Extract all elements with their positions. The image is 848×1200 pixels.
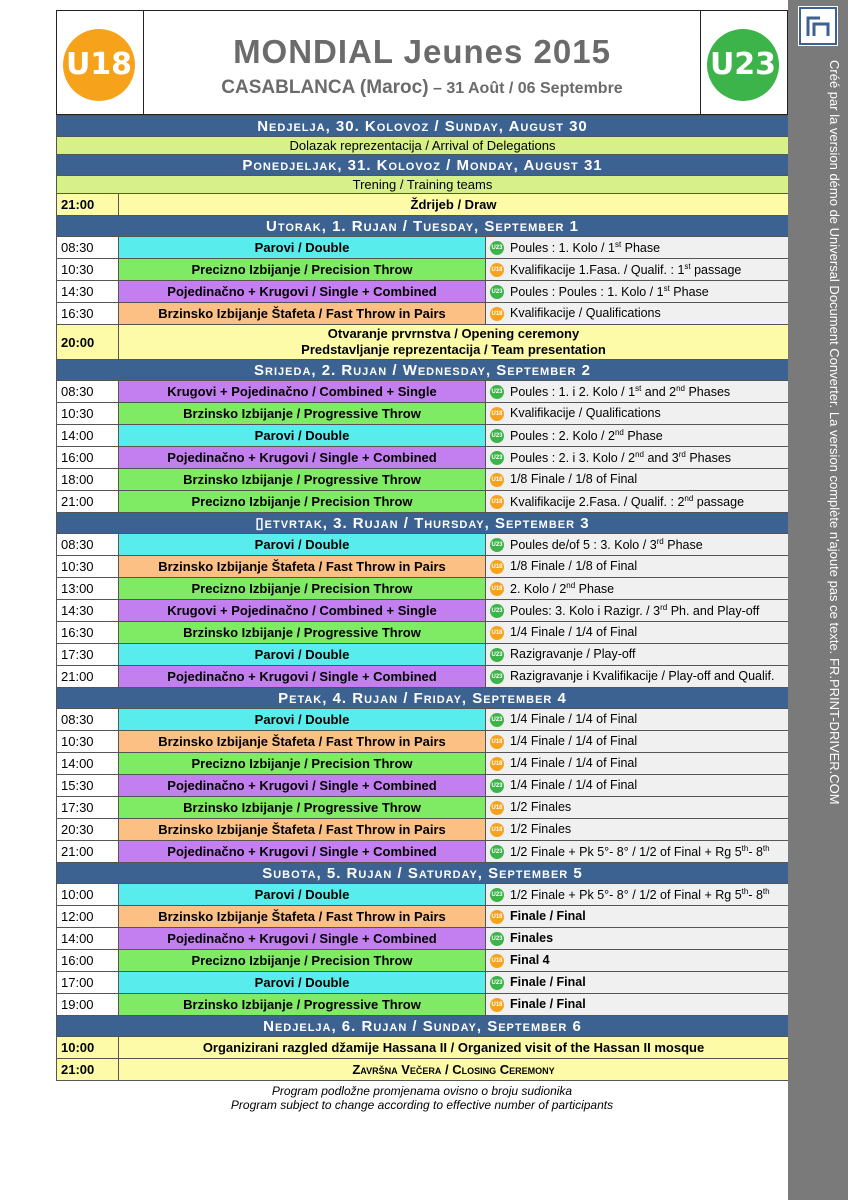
category-badge-icon: U23 — [490, 670, 504, 684]
category-badge-icon: U23 — [490, 976, 504, 990]
category-badge-icon: U18 — [490, 307, 504, 321]
phase-text: Kvalifikacije 1.Fasa. / Qualif. : 1st passage — [510, 261, 742, 277]
day-label: Petak, 4. Rujan / Friday, September 4 — [57, 688, 789, 709]
event-cell: Parovi / Double — [119, 972, 486, 994]
category-badge-icon: U18 — [490, 560, 504, 574]
time-cell: 14:30 — [57, 600, 119, 622]
ceremony-line-2: Predstavljanje reprezentacija / Team presentation — [301, 342, 606, 357]
category-badge-icon: U18 — [490, 801, 504, 815]
schedule-row — [57, 381, 789, 403]
schedule-row — [57, 775, 789, 797]
header-left-cell — [57, 11, 144, 114]
schedule-row — [57, 469, 789, 491]
schedule-row — [57, 1059, 789, 1081]
phase-cell — [486, 578, 789, 600]
schedule-row — [57, 237, 789, 259]
phase-cell — [486, 237, 789, 259]
day-header — [57, 513, 789, 534]
event-cell: Brzinsko Izbijanje / Progressive Throw — [119, 994, 486, 1016]
time-cell: 18:00 — [57, 469, 119, 491]
event-cell: Brzinsko Izbijanje / Progressive Throw — [119, 622, 486, 644]
footer-note — [56, 1084, 788, 1112]
category-badge-icon: U18 — [490, 582, 504, 596]
subtitle-city: CASABLANCA (Maroc) — [221, 77, 429, 98]
phase-cell — [486, 797, 789, 819]
event-cell: Brzinsko Izbijanje Štafeta / Fast Throw in Pairs — [119, 906, 486, 928]
phase-cell — [486, 994, 789, 1016]
phase-cell — [486, 259, 789, 281]
phase-text: Poules : 2. Kolo / 2nd Phase — [510, 427, 663, 443]
u18-badge: U18 — [63, 29, 135, 101]
category-badge-icon: U18 — [490, 998, 504, 1012]
category-badge-icon: U18 — [490, 626, 504, 640]
schedule-row — [57, 194, 789, 216]
header-center — [144, 11, 700, 114]
phase-text: Razigravanje / Play-off — [510, 647, 636, 662]
schedule-row — [57, 884, 789, 906]
phase-cell — [486, 753, 789, 775]
day-header — [57, 155, 789, 176]
phase-text: Kvalifikacije / Qualifications — [510, 306, 661, 321]
phase-cell — [486, 819, 789, 841]
category-badge-icon: U18 — [490, 407, 504, 421]
phase-cell — [486, 709, 789, 731]
time-cell: 14:00 — [57, 425, 119, 447]
phase-text: 1/4 Finale / 1/4 of Final — [510, 712, 638, 727]
event-cell: Brzinsko Izbijanje / Progressive Throw — [119, 403, 486, 425]
event-cell: Precizno Izbijanje / Precision Throw — [119, 578, 486, 600]
event-cell: Pojedinačno + Krugovi / Single + Combined — [119, 281, 486, 303]
phase-cell — [486, 906, 789, 928]
time-cell: 12:00 — [57, 906, 119, 928]
day-label: Utorak, 1. Rujan / Tuesday, September 1 — [57, 216, 789, 237]
watermark-line-1: Créé par la version démo de Universal Document Converter. La version complète n'ajoute pas ce texte. — [827, 60, 842, 655]
phase-cell — [486, 775, 789, 797]
day-header — [57, 863, 789, 884]
subtitle-dates: – 31 Août / 06 Septembre — [428, 80, 623, 97]
schedule-row — [57, 666, 789, 688]
phase-text: 1/2 Finale + Pk 5°- 8° / 1/2 of Final + Rg 5th- 8th — [510, 843, 770, 859]
time-cell: 08:30 — [57, 534, 119, 556]
category-badge-icon: U23 — [490, 888, 504, 902]
schedule-row — [57, 491, 789, 513]
schedule-row — [57, 425, 789, 447]
phase-text: Poules: 3. Kolo i Razigr. / 3rd Ph. and Play-off — [510, 602, 760, 618]
category-badge-icon: U23 — [490, 385, 504, 399]
schedule-page — [56, 10, 788, 1112]
phase-cell — [486, 556, 789, 578]
phase-cell — [486, 534, 789, 556]
phase-cell — [486, 381, 789, 403]
phase-cell — [486, 644, 789, 666]
time-cell: 10:30 — [57, 259, 119, 281]
time-cell: 21:00 — [57, 841, 119, 863]
event-cell: Pojedinačno + Krugovi / Single + Combined — [119, 775, 486, 797]
time-cell: 21:00 — [57, 194, 119, 216]
schedule-row — [57, 972, 789, 994]
time-cell: 21:00 — [57, 491, 119, 513]
day-label: Nedjelja, 30. Kolovoz / Sunday, August 30 — [57, 116, 789, 137]
schedule-row — [57, 281, 789, 303]
phase-cell — [486, 447, 789, 469]
category-badge-icon: U23 — [490, 648, 504, 662]
category-badge-icon: U23 — [490, 779, 504, 793]
phase-text: 1/4 Finale / 1/4 of Final — [510, 778, 638, 793]
event-cell: Parovi / Double — [119, 237, 486, 259]
event-cell: Precizno Izbijanje / Precision Throw — [119, 259, 486, 281]
footer-line-1: Program podložne promjenama ovisno o broju sudionika — [271, 1084, 573, 1098]
schedule-row — [57, 731, 789, 753]
phase-text: Final 4 — [510, 953, 550, 968]
day-header — [57, 688, 789, 709]
phase-cell — [486, 403, 789, 425]
phase-cell — [486, 928, 789, 950]
category-badge-icon: U23 — [490, 604, 504, 618]
event-cell: Krugovi + Pojedinačno / Combined + Single — [119, 600, 486, 622]
day-header — [57, 216, 789, 237]
category-badge-icon: U18 — [490, 954, 504, 968]
day-label: Nedjelja, 6. Rujan / Sunday, September 6 — [57, 1016, 789, 1037]
event-cell: Precizno Izbijanje / Precision Throw — [119, 491, 486, 513]
category-badge-icon: U18 — [490, 495, 504, 509]
time-cell: 21:00 — [57, 666, 119, 688]
schedule-row — [57, 928, 789, 950]
time-cell: 17:30 — [57, 644, 119, 666]
schedule-row — [57, 950, 789, 972]
schedule-row — [57, 578, 789, 600]
time-cell: 08:30 — [57, 709, 119, 731]
day-header — [57, 116, 789, 137]
time-cell: 08:30 — [57, 381, 119, 403]
day-header — [57, 360, 789, 381]
phase-text: Kvalifikacije / Qualifications — [510, 406, 661, 421]
time-cell: 17:30 — [57, 797, 119, 819]
day-label: ▯etvrtak, 3. Rujan / Thursday, September 3 — [57, 513, 789, 534]
time-cell: 20:30 — [57, 819, 119, 841]
phase-text: 1/2 Finales — [510, 800, 572, 815]
time-cell: 10:30 — [57, 731, 119, 753]
u23-badge: U23 — [707, 29, 779, 101]
phase-cell — [486, 281, 789, 303]
phase-text: Finale / Final — [510, 909, 586, 924]
event-cell: Parovi / Double — [119, 884, 486, 906]
category-badge-icon: U23 — [490, 429, 504, 443]
category-badge-icon: U18 — [490, 823, 504, 837]
phase-text: 1/4 Finale / 1/4 of Final — [510, 625, 638, 640]
time-cell: 14:30 — [57, 281, 119, 303]
phase-text: Finale / Final — [510, 975, 586, 990]
time-cell: 10:30 — [57, 403, 119, 425]
phase-text: 1/2 Finale + Pk 5°- 8° / 1/2 of Final + Rg 5th- 8th — [510, 886, 770, 902]
time-cell: 20:00 — [57, 325, 119, 360]
day-label: Srijeda, 2. Rujan / Wednesday, September 2 — [57, 360, 789, 381]
schedule-table — [56, 115, 789, 1081]
time-cell: 16:30 — [57, 303, 119, 325]
schedule-row — [57, 622, 789, 644]
phase-text: Razigravanje i Kvalifikacije / Play-off and Qualif. — [510, 669, 775, 684]
phase-cell — [486, 303, 789, 325]
category-badge-icon: U18 — [490, 263, 504, 277]
schedule-row — [57, 1037, 789, 1059]
schedule-row — [57, 841, 789, 863]
phase-cell — [486, 841, 789, 863]
watermark-text — [806, 60, 846, 1190]
phase-cell — [486, 622, 789, 644]
header — [56, 10, 788, 115]
page-subtitle — [144, 77, 700, 99]
schedule-row — [57, 906, 789, 928]
schedule-row — [57, 644, 789, 666]
phase-cell — [486, 425, 789, 447]
event-cell: Precizno Izbijanje / Precision Throw — [119, 753, 486, 775]
header-right-cell — [700, 11, 787, 114]
phase-cell — [486, 884, 789, 906]
event-cell: Brzinsko Izbijanje Štafeta / Fast Throw in Pairs — [119, 819, 486, 841]
event-cell: Brzinsko Izbijanje / Progressive Throw — [119, 797, 486, 819]
phase-text: 1/4 Finale / 1/4 of Final — [510, 734, 638, 749]
event-cell: Pojedinačno + Krugovi / Single + Combined — [119, 928, 486, 950]
event-cell: Precizno Izbijanje / Precision Throw — [119, 950, 486, 972]
time-cell: 10:00 — [57, 884, 119, 906]
event-cell: Parovi / Double — [119, 534, 486, 556]
event-cell: Brzinsko Izbijanje Štafeta / Fast Throw in Pairs — [119, 303, 486, 325]
schedule-row — [57, 600, 789, 622]
phase-text: 1/2 Finales — [510, 822, 572, 837]
time-cell: 16:30 — [57, 622, 119, 644]
special-event-cell: Organizirani razgled džamije Hassana II / Organized visit of the Hassan II mosque — [119, 1037, 789, 1059]
special-event-cell: Ždrijeb / Draw — [119, 194, 789, 216]
phase-cell — [486, 469, 789, 491]
category-badge-icon: U23 — [490, 932, 504, 946]
category-badge-icon: U23 — [490, 451, 504, 465]
schedule-row — [57, 137, 789, 155]
time-cell: 14:00 — [57, 928, 119, 950]
converter-logo-icon — [798, 6, 838, 46]
category-badge-icon: U18 — [490, 757, 504, 771]
phase-cell — [486, 731, 789, 753]
event-cell: Pojedinačno + Krugovi / Single + Combined — [119, 447, 486, 469]
phase-text: Poules : Poules : 1. Kolo / 1st Phase — [510, 283, 709, 299]
time-cell: 14:00 — [57, 753, 119, 775]
phase-text: 1/8 Finale / 1/8 of Final — [510, 559, 638, 574]
phase-text: 1/8 Finale / 1/8 of Final — [510, 472, 638, 487]
time-cell: 15:30 — [57, 775, 119, 797]
schedule-row — [57, 753, 789, 775]
time-cell: 19:00 — [57, 994, 119, 1016]
schedule-row — [57, 819, 789, 841]
category-badge-icon: U23 — [490, 845, 504, 859]
event-cell: Brzinsko Izbijanje Štafeta / Fast Throw in Pairs — [119, 556, 486, 578]
time-cell: 16:00 — [57, 447, 119, 469]
schedule-body — [57, 116, 789, 1081]
category-badge-icon: U23 — [490, 285, 504, 299]
time-cell: 21:00 — [57, 1059, 119, 1081]
schedule-row — [57, 797, 789, 819]
time-cell: 10:00 — [57, 1037, 119, 1059]
event-cell: Pojedinačno + Krugovi / Single + Combined — [119, 841, 486, 863]
info-text: Dolazak reprezentacija / Arrival of Delegations — [57, 137, 789, 155]
schedule-row — [57, 556, 789, 578]
day-header — [57, 1016, 789, 1037]
schedule-row — [57, 259, 789, 281]
phase-text: Kvalifikacije 2.Fasa. / Qualif. : 2nd passage — [510, 493, 745, 509]
phase-text: Poules : 2. i 3. Kolo / 2nd and 3rd Phases — [510, 449, 732, 465]
phase-cell — [486, 600, 789, 622]
phase-text: Finales — [510, 931, 554, 946]
event-cell: Parovi / Double — [119, 709, 486, 731]
event-cell: Parovi / Double — [119, 425, 486, 447]
time-cell: 17:00 — [57, 972, 119, 994]
watermark-line-2: FR.PRINT-DRIVER.COM — [827, 657, 842, 805]
event-cell: Parovi / Double — [119, 644, 486, 666]
phase-text: Poules : 1. Kolo / 1st Phase — [510, 239, 661, 255]
phase-cell — [486, 972, 789, 994]
phase-text: Poules : 1. i 2. Kolo / 1st and 2nd Phases — [510, 383, 731, 399]
time-cell: 16:00 — [57, 950, 119, 972]
phase-cell — [486, 491, 789, 513]
category-badge-icon: U23 — [490, 538, 504, 552]
phase-text: 1/4 Finale / 1/4 of Final — [510, 756, 638, 771]
schedule-row — [57, 176, 789, 194]
footer-line-2: Program subject to change according to effective number of participants — [230, 1098, 614, 1112]
ceremony-cell — [119, 325, 789, 360]
info-text: Trening / Training teams — [57, 176, 789, 194]
category-badge-icon: U18 — [490, 735, 504, 749]
schedule-row — [57, 303, 789, 325]
phase-cell — [486, 950, 789, 972]
category-badge-icon: U18 — [490, 473, 504, 487]
schedule-row — [57, 403, 789, 425]
category-badge-icon: U23 — [490, 713, 504, 727]
ceremony-line-1: Otvaranje prvrnstva / Opening ceremony — [327, 326, 580, 341]
event-cell: Krugovi + Pojedinačno / Combined + Single — [119, 381, 486, 403]
event-cell: Brzinsko Izbijanje Štafeta / Fast Throw in Pairs — [119, 731, 486, 753]
page-title: MONDIAL Jeunes 2015 — [233, 33, 611, 70]
special-event-cell: Završna Večera / Closing Ceremony — [119, 1059, 789, 1081]
event-cell: Brzinsko Izbijanje / Progressive Throw — [119, 469, 486, 491]
phase-text: Poules de/of 5 : 3. Kolo / 3rd Phase — [510, 536, 703, 552]
category-badge-icon: U18 — [490, 910, 504, 924]
phase-text: Finale / Final — [510, 997, 586, 1012]
day-label: Subota, 5. Rujan / Saturday, September 5 — [57, 863, 789, 884]
day-label: Ponedjeljak, 31. Kolovoz / Monday, August 31 — [57, 155, 789, 176]
time-cell: 13:00 — [57, 578, 119, 600]
time-cell: 08:30 — [57, 237, 119, 259]
schedule-row — [57, 534, 789, 556]
schedule-row — [57, 447, 789, 469]
schedule-row — [57, 994, 789, 1016]
schedule-row — [57, 325, 789, 360]
event-cell: Pojedinačno + Krugovi / Single + Combined — [119, 666, 486, 688]
schedule-row — [57, 709, 789, 731]
category-badge-icon: U23 — [490, 241, 504, 255]
time-cell: 10:30 — [57, 556, 119, 578]
phase-cell — [486, 666, 789, 688]
phase-text: 2. Kolo / 2nd Phase — [510, 580, 615, 596]
